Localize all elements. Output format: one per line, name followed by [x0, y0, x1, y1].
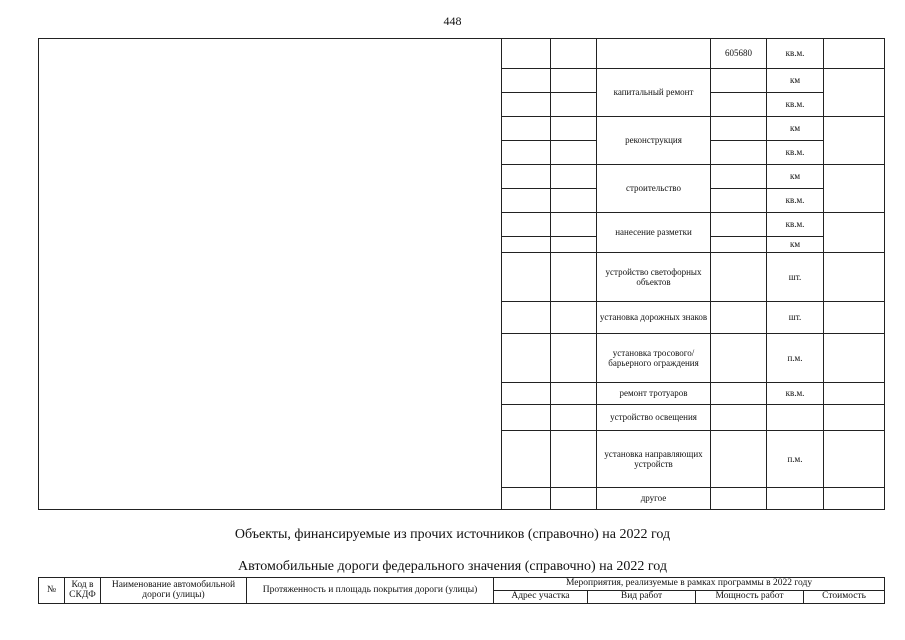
section-heading-other-sources: Объекты, финансируемые из прочих источников (справочно) на 2022 год	[234, 527, 671, 542]
table-row	[39, 39, 885, 69]
column-header-code: Код в СКДФ	[65, 578, 101, 604]
column-header-work-type: Вид работ	[588, 591, 696, 604]
column-header-measures: Мероприятия, реализуемые в рамках программы в 2022 году	[494, 578, 885, 591]
unit-cell	[767, 405, 824, 431]
column-header-length: Протяженность и площадь покрытия дороги (улицы)	[247, 578, 494, 604]
work-type-label: реконструкция	[597, 117, 711, 165]
unit-cell: кв.м.	[767, 383, 824, 405]
unit-cell: кв.м.	[767, 39, 824, 69]
unit-cell: п.м.	[767, 431, 824, 488]
work-type-label: строительство	[597, 165, 711, 213]
work-type-label: установка направляющих устройств	[597, 431, 711, 488]
unit-cell: км	[767, 165, 824, 189]
column-header-number: №	[39, 578, 65, 604]
unit-cell: кв.м.	[767, 93, 824, 117]
column-header-road-name: Наименование автомобильной дороги (улицы)	[101, 578, 247, 604]
work-type-label: устройство светофорных объектов	[597, 253, 711, 302]
page-number: 448	[443, 14, 462, 28]
work-type-label: нанесение разметки	[597, 213, 711, 253]
unit-cell	[767, 488, 824, 510]
work-type-label: ремонт тротуаров	[597, 383, 711, 405]
work-type-label: установка дорожных знаков	[597, 302, 711, 334]
column-header-work-capacity: Мощность работ	[696, 591, 804, 604]
work-type-label: другое	[597, 488, 711, 510]
federal-roads-table	[38, 577, 885, 604]
capacity-value: 605680	[711, 39, 767, 69]
column-header-address: Адрес участка	[494, 591, 588, 604]
unit-cell: км	[767, 117, 824, 141]
unit-cell: п.м.	[767, 334, 824, 383]
unit-cell: шт.	[767, 253, 824, 302]
work-type-label: капитальный ремонт	[597, 69, 711, 117]
unit-cell: кв.м.	[767, 189, 824, 213]
column-header-cost: Стоимость	[804, 591, 885, 604]
unit-cell: кв.м.	[767, 213, 824, 237]
unit-cell: км	[767, 237, 824, 253]
section-heading-federal-roads: Автомобильные дороги федерального значения (справочно) на 2022 год	[238, 559, 667, 574]
unit-cell: км	[767, 69, 824, 93]
blank-cell	[39, 39, 502, 510]
unit-cell: кв.м.	[767, 141, 824, 165]
works-table	[38, 38, 885, 510]
work-type-label: установка тросового/барьерного ограждения	[597, 334, 711, 383]
unit-cell: шт.	[767, 302, 824, 334]
work-type-label: устройство освещения	[597, 405, 711, 431]
